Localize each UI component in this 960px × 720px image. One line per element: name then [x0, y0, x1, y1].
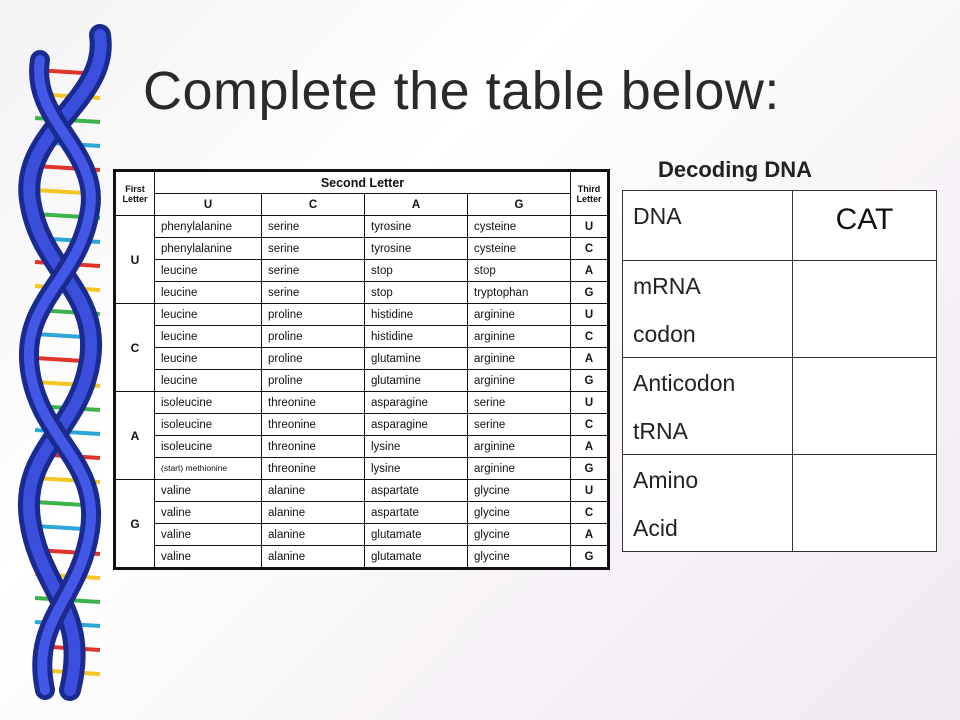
decoding-row [623, 455, 937, 552]
decoding-label-line: mRNA [633, 273, 701, 299]
amino-acid-cell: histidine [365, 326, 468, 348]
amino-acid-cell: phenylalanine [155, 216, 262, 238]
amino-acid-cell: proline [262, 370, 365, 392]
amino-acid-cell: valine [155, 502, 262, 524]
amino-acid-cell: lysine [365, 436, 468, 458]
codon-row [115, 436, 609, 458]
decoding-row-label [623, 191, 793, 261]
decoding-label-line: codon [633, 321, 696, 347]
codon-row [115, 392, 609, 414]
amino-acid-cell: lysine [365, 458, 468, 480]
second-letter-header: Second Letter [155, 171, 571, 194]
codon-row [115, 304, 609, 326]
amino-acid-cell: threonine [262, 458, 365, 480]
amino-acid-cell: isoleucine [155, 436, 262, 458]
amino-acid-cell: tyrosine [365, 238, 468, 260]
third-letter-cell: C [571, 502, 609, 524]
amino-acid-cell: aspartate [365, 480, 468, 502]
dna-helix-illustration [0, 0, 120, 720]
decoding-row-label [623, 261, 793, 358]
decoding-table [622, 190, 937, 552]
third-letter-cell: C [571, 414, 609, 436]
amino-acid-cell: stop [365, 260, 468, 282]
decoding-row [623, 358, 937, 455]
third-letter-cell: A [571, 260, 609, 282]
decoding-label-line: Acid [633, 515, 678, 541]
amino-acid-cell: histidine [365, 304, 468, 326]
second-letter-u: U [155, 194, 262, 216]
amino-acid-cell: alanine [262, 546, 365, 569]
amino-acid-cell: serine [262, 238, 365, 260]
codon-row [115, 370, 609, 392]
amino-acid-cell: stop [468, 260, 571, 282]
decoding-answer-cell[interactable]: CAT [793, 191, 937, 261]
second-letter-g: G [468, 194, 571, 216]
amino-acid-cell: serine [262, 282, 365, 304]
codon-row [115, 238, 609, 260]
decoding-table-body [623, 191, 937, 552]
amino-acid-cell: cysteine [468, 216, 571, 238]
decoding-label-line: Amino [633, 467, 699, 493]
amino-acid-cell: (start) methionine [155, 458, 262, 480]
amino-acid-cell: stop [365, 282, 468, 304]
amino-acid-cell: arginine [468, 348, 571, 370]
decoding-row [623, 261, 937, 358]
third-letter-cell: A [571, 348, 609, 370]
codon-row [115, 524, 609, 546]
amino-acid-cell: phenylalanine [155, 238, 262, 260]
amino-acid-cell: glycine [468, 480, 571, 502]
amino-acid-cell: alanine [262, 502, 365, 524]
amino-acid-cell: threonine [262, 436, 365, 458]
codon-row [115, 502, 609, 524]
first-letter-g: G [115, 480, 155, 569]
amino-acid-cell: glutamine [365, 370, 468, 392]
codon-row [115, 414, 609, 436]
codon-row [115, 216, 609, 238]
amino-acid-cell: proline [262, 304, 365, 326]
amino-acid-cell: arginine [468, 370, 571, 392]
decoding-answer-cell[interactable] [793, 261, 937, 358]
amino-acid-cell: leucine [155, 282, 262, 304]
third-letter-cell: U [571, 480, 609, 502]
third-letter-cell: A [571, 524, 609, 546]
amino-acid-cell: glutamine [365, 348, 468, 370]
amino-acid-cell: leucine [155, 348, 262, 370]
third-letter-cell: C [571, 238, 609, 260]
first-letter-c: C [115, 304, 155, 392]
amino-acid-cell: glycine [468, 546, 571, 569]
third-letter-cell: U [571, 216, 609, 238]
decoding-row-label [623, 358, 793, 455]
amino-acid-cell: serine [468, 392, 571, 414]
amino-acid-cell: tyrosine [365, 216, 468, 238]
decoding-row-label [623, 455, 793, 552]
third-letter-cell: G [571, 370, 609, 392]
decoding-caption: Decoding DNA [658, 157, 812, 182]
second-letter-a: A [365, 194, 468, 216]
third-letter-cell: G [571, 458, 609, 480]
amino-acid-cell: threonine [262, 392, 365, 414]
amino-acid-cell: leucine [155, 326, 262, 348]
amino-acid-cell: serine [262, 216, 365, 238]
amino-acid-cell: leucine [155, 260, 262, 282]
third-letter-header [571, 171, 609, 216]
decoding-label-line: Anticodon [633, 370, 736, 396]
amino-acid-cell: asparagine [365, 392, 468, 414]
amino-acid-cell: valine [155, 546, 262, 569]
amino-acid-cell: tryptophan [468, 282, 571, 304]
decoding-answer-cell[interactable] [793, 358, 937, 455]
decoding-answer-cell[interactable] [793, 455, 937, 552]
amino-acid-cell: aspartate [365, 502, 468, 524]
first-letter-a: A [115, 392, 155, 480]
third-letter-cell: U [571, 392, 609, 414]
amino-acid-cell: glutamate [365, 524, 468, 546]
amino-acid-cell: arginine [468, 326, 571, 348]
amino-acid-cell: valine [155, 524, 262, 546]
decoding-row [623, 191, 937, 261]
codon-row [115, 458, 609, 480]
third-letter-header-line2: Letter [576, 193, 602, 204]
amino-acid-cell: arginine [468, 304, 571, 326]
amino-acid-cell: isoleucine [155, 392, 262, 414]
codon-row [115, 260, 609, 282]
codon-table [113, 169, 610, 570]
amino-acid-cell: glycine [468, 502, 571, 524]
third-letter-cell: G [571, 282, 609, 304]
codon-row [115, 282, 609, 304]
third-letter-cell: G [571, 546, 609, 569]
codon-row [115, 546, 609, 569]
amino-acid-cell: proline [262, 348, 365, 370]
amino-acid-cell: valine [155, 480, 262, 502]
slide-title: Complete the table below: [143, 61, 780, 121]
amino-acid-cell: leucine [155, 304, 262, 326]
amino-acid-cell: glutamate [365, 546, 468, 569]
codon-row [115, 326, 609, 348]
first-letter-header [115, 171, 155, 216]
third-letter-cell: C [571, 326, 609, 348]
first-letter-header-line1: First [125, 183, 145, 194]
codon-row [115, 480, 609, 502]
decoding-label-line: DNA [633, 203, 682, 229]
third-letter-header-line1: Third [577, 183, 601, 194]
amino-acid-cell: arginine [468, 436, 571, 458]
codon-row [115, 348, 609, 370]
third-letter-cell: U [571, 304, 609, 326]
amino-acid-cell: alanine [262, 524, 365, 546]
amino-acid-cell: proline [262, 326, 365, 348]
first-letter-header-line2: Letter [122, 193, 148, 204]
third-letter-cell: A [571, 436, 609, 458]
amino-acid-cell: cysteine [468, 238, 571, 260]
decoding-label-line: tRNA [633, 418, 688, 444]
amino-acid-cell: serine [262, 260, 365, 282]
amino-acid-cell: alanine [262, 480, 365, 502]
amino-acid-cell: isoleucine [155, 414, 262, 436]
second-letter-c: C [262, 194, 365, 216]
amino-acid-cell: threonine [262, 414, 365, 436]
amino-acid-cell: glycine [468, 524, 571, 546]
amino-acid-cell: arginine [468, 458, 571, 480]
amino-acid-cell: serine [468, 414, 571, 436]
codon-table-body [115, 216, 609, 569]
amino-acid-cell: asparagine [365, 414, 468, 436]
amino-acid-cell: leucine [155, 370, 262, 392]
first-letter-u: U [115, 216, 155, 304]
